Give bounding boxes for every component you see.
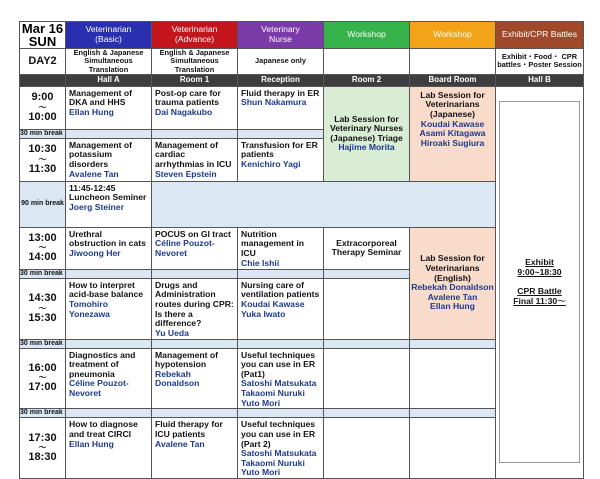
exhibit-time: 9:00~18:30 — [517, 267, 562, 278]
room-blank — [20, 74, 66, 86]
track-nurse: Veterinary Nurse — [238, 22, 324, 49]
note-workshop-green — [324, 49, 410, 75]
session-room-1: POCUS on GI tract Céline Pouzot-Nevoret — [152, 227, 238, 269]
session-reception: Fluid therapy in ER Shun Nakamura — [238, 86, 324, 129]
session-hall-a: Urethral obstruction in cats Jiwoong Her — [66, 227, 152, 269]
track-exhibit: Exhibit/CPR Battles — [496, 22, 584, 49]
track-header-row — [20, 22, 584, 49]
track-basic: Veterinarian (Basic) — [66, 22, 152, 49]
break-row: 30 min break — [20, 129, 584, 138]
date: Mar 16 — [21, 21, 64, 36]
cpr-final: Final 11:30〜 — [513, 295, 566, 306]
room-room-2: Room 2 — [324, 74, 410, 86]
note-nurse: Japanese only — [238, 49, 324, 75]
time-slot: 17:30 〜 18:30 — [20, 418, 66, 479]
time-slot: 13:00 〜 14:00 — [20, 227, 66, 269]
date-cell — [20, 22, 66, 49]
track-workshop-green: Workshop — [324, 22, 410, 49]
hall-b-panel — [496, 86, 584, 478]
weekday: SUN — [28, 34, 57, 49]
schedule — [19, 21, 583, 478]
session-hall-a: How to diagnose and treat CIRCI Ellan Hung — [66, 418, 152, 479]
note-workshop-orange — [410, 49, 496, 75]
break-row: 30 min break — [20, 339, 584, 348]
schedule-table — [19, 21, 584, 479]
exhibit-label: Exhibit — [525, 257, 554, 268]
time-slot: 16:00 〜 17:00 — [20, 348, 66, 409]
room-room-1: Room 1 — [152, 74, 238, 86]
track-note-row — [20, 49, 584, 75]
time-slot: 10:30 〜 11:30 — [20, 138, 66, 181]
note-basic: English & Japanese Simultaneous Translation — [66, 49, 152, 75]
session-room-1: Drugs and Administration routes during CPR: Is there a difference? Yu Ueda — [152, 278, 238, 339]
session-room-1: Fluid therapy for ICU patients Avalene Tan — [152, 418, 238, 479]
workshop-vet-lab-en: Lab Session for Veterinarians (English) Rebekah Donaldson Avalene Tan Ellan Hung — [410, 227, 496, 339]
session-reception: Nursing care of ventilation patients Koudai Kawase Yuka Iwato — [238, 278, 324, 339]
room-hall-a: Hall A — [66, 74, 152, 86]
session-hall-a: Management of DKA and HHS Ellan Hung — [66, 86, 152, 129]
track-advance: Veterinarian (Advance) — [152, 22, 238, 49]
time-slot: 14:30 〜 15:30 — [20, 278, 66, 339]
session-room-1: Post-op care for trauma patients Dai Nagakubo — [152, 86, 238, 129]
cpr-label: CPR Battle — [517, 286, 562, 297]
lunch-row: 90 min break 11:45-12:45 Luncheon Seminer Joerg Steiner — [20, 181, 584, 227]
room-row — [20, 74, 584, 86]
session-reception: Useful techniques you can use in ER (Pat1) Satoshi Matsukata Takaomi Nuruki Yuto Mori — [238, 348, 324, 409]
break-row: 30 min break — [20, 269, 584, 278]
day-label: DAY2 — [20, 49, 66, 75]
room-hall-b: Hall B — [496, 74, 584, 86]
session-reception: Nutrition management in ICU Chie Ishii — [238, 227, 324, 269]
luncheon-seminar: 11:45-12:45 Luncheon Seminer Joerg Steiner — [66, 181, 152, 227]
session-hall-a: Management of potassium disorders Avalene Tan — [66, 138, 152, 181]
session-hall-a: How to interpret acid-base balance Tomohiro Yonezawa — [66, 278, 152, 339]
workshop-vet-lab-jp: Lab Session for Veterinarians (Japanese) Koudai Kawase Asami Kitagawa Hiroaki Sugiura — [410, 86, 496, 181]
note-advance: English & Japanese Simultaneous Translation — [152, 49, 238, 75]
time-slot: 9:00 〜 10:00 — [20, 86, 66, 129]
note-exhibit: Exhibit・Food・ CPR battles・Poster Session — [496, 49, 584, 75]
session-hall-a: Diagnostics and treatment of pneumonia Céline Pouzot-Nevoret — [66, 348, 152, 409]
session-room-1: Management of cardiac arrhythmias in ICU Steven Epstein — [152, 138, 238, 181]
session-room-2: Extracorporeal Therapy Seminar — [324, 227, 410, 269]
workshop-nurse-lab: Lab Session for Veterinary Nurses (Japanese) Triage Hajime Morita — [324, 86, 410, 181]
session-reception: Transfusion for ER patients Kenichiro Yagi — [238, 138, 324, 181]
track-workshop-orange: Workshop — [410, 22, 496, 49]
session-room-1: Management of hypotension Rebekah Donaldson — [152, 348, 238, 409]
room-board-room: Board Room — [410, 74, 496, 86]
slot-row — [20, 86, 584, 129]
break-row: 30 min break — [20, 409, 584, 418]
room-reception: Reception — [238, 74, 324, 86]
session-reception: Useful techniques you can use in ER (Part 2) Satoshi Matsukata Takaomi Nuruki Yuto Mori — [238, 418, 324, 479]
